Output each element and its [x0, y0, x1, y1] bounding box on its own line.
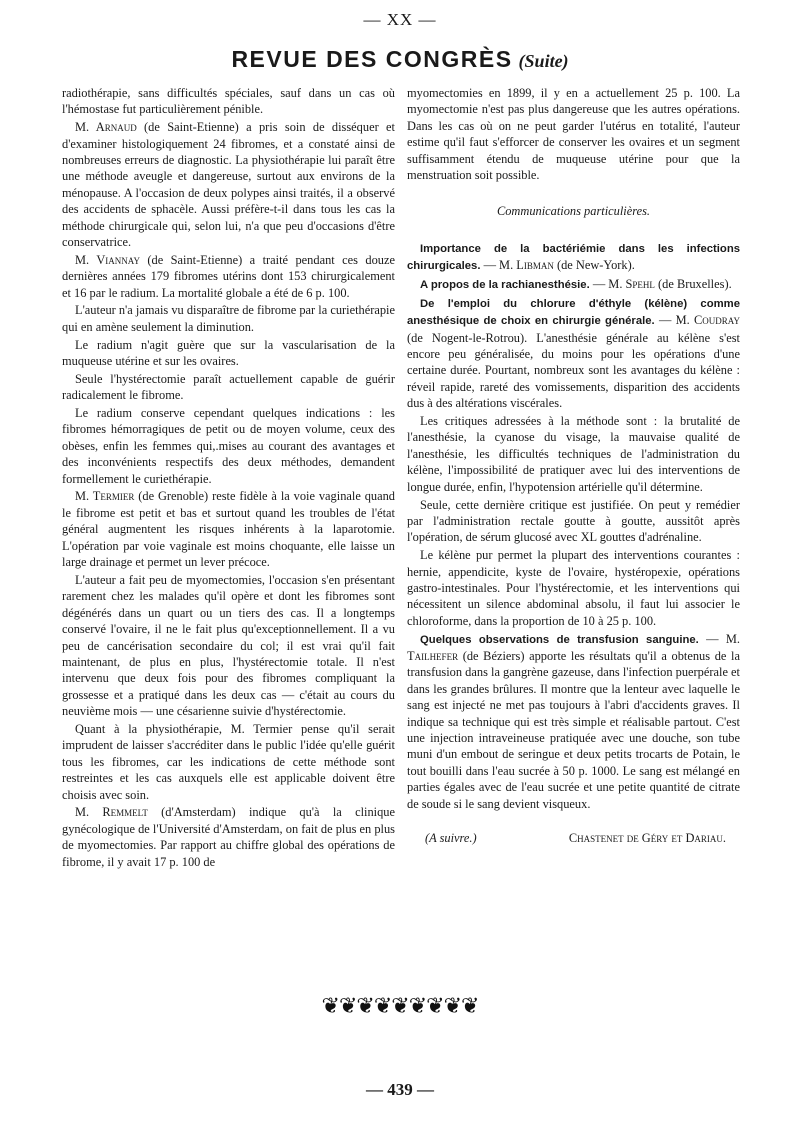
- page-roman-numeral: — XX —: [363, 10, 437, 29]
- author-name: Spehl: [625, 277, 655, 292]
- title-suite: (Suite): [518, 51, 569, 71]
- paragraph: Quant à la physiothérapie, M. Termier pense qu'il serait imprudent de laisser s'accréditer dans le public l'idée qu'elle guérit tous les fibromes, car les indications de cette méthode sont restreintes et les cas auxquels elle est applicable doivent être choisis avec soin.: [62, 721, 395, 802]
- communication-title: Importance de la bactériémie dans les infections chirurgicales.: [407, 242, 740, 273]
- paragraph-text: (de Saint-Etienne) a traité pendant ces douze dernières années 179 fibromes utérins dont 153 chirurgicalement et 16 par le radium. La mortalité globale a été de 6 p. 100.: [62, 252, 395, 300]
- paragraph: Le radium conserve cependant quelques indications : les fibromes hémorragiques de petit ou de moyen volume, ceux des obèses, enfin les femmes qui,.mises au courant des avantages et des inconvénients respectifs des deux méthodes, demandent formellement le curiethérapie.: [62, 406, 395, 486]
- paragraph: myomectomies en 1899, il y en a actuellement 25 p. 100. La myomectomie n'est pas plus dangereuse que les autres opérations. Dans les cas où on ne peut garder l'utérus en totalité, l'auteur estime qu'il faut s'efforcer de conserver les ovaires et un segment suffisamment étendu de muqueuse utérine pour que la menstruation soit possible.: [407, 86, 740, 183]
- page-title: [0, 46, 800, 73]
- paragraph: Seule, cette dernière critique est justifiée. On peut y remédier par l'administration rectale goutte à goutte, aussitôt après l'opération, de sérum glucosé avec XL gouttes d'adrénaline.: [407, 497, 740, 545]
- communication-entry: [407, 276, 740, 293]
- paragraph-text: (de Grenoble) reste fidèle à la voie vaginale quand le fibrome est petit et bas et surtout quand les troubles de l'état général augmentent les risques inhérents à la laparotomie. L'opération par voie vaginale est moins choquante, elle laisse un large drainage et permet un lever précoce.: [62, 489, 395, 570]
- separator: — M.: [480, 258, 517, 273]
- paragraph-text: (de Saint-Etienne) a pris soin de disséquer et d'examiner histologiquement 24 fibromes, et a constaté ainsi de nombreuses erreurs de diagnostic. La physiothérapie lui paraît être une méthode aveugle et dangereuse, surtout aux environs de la ménopause. A l'occasion de deux polypes ainsi traités, il a observé des accidents de sphacèle. Aussi préfère-t-il dans tous les cas la méthode chirurgicale qui, selon lui, n'a que peu d'occasions d'être conservatrice.: [62, 120, 395, 250]
- author-name: Coudray: [694, 313, 740, 328]
- communication-entry: [407, 240, 740, 275]
- paragraph: [62, 252, 395, 301]
- title-text: REVUE DES CONGRÈS: [231, 46, 513, 72]
- paragraph: radiothérapie, sans difficultés spéciales, sauf dans un cas où l'hémostase fut particulièrement pénible.: [62, 86, 395, 117]
- author-name: Libman: [516, 258, 554, 273]
- author-name: M. Viannay: [75, 252, 140, 267]
- author-name: Tailhefer: [407, 648, 459, 663]
- paragraph: [62, 488, 395, 570]
- paragraph: Le kélène pur permet la plupart des interventions courantes : hernie, appendicite, kyste de l'ovaire, hystéropexie, opérations gastro-intestinales. Pour l'hystérectomie, et les interventions qui nécessitent un silence abdominal absolu, il faut lui associer le chloroforme, dans la proportion de 10 à 25 p. 100.: [407, 548, 740, 628]
- page-number: — 439 —: [366, 1080, 434, 1099]
- right-column: [407, 85, 740, 846]
- article-authors: Chastenet de Géry et Dariau.: [568, 831, 726, 845]
- section-heading: Communications particulières.: [496, 204, 651, 219]
- author-name: M. Remmelt: [75, 805, 148, 820]
- decorative-ornament-icon: ❦❦❦❦❦❦❦❦❦: [321, 993, 479, 1018]
- communication-entry: [407, 295, 740, 412]
- communication-title: A propos de la rachianesthésie.: [420, 279, 590, 292]
- paragraph: L'auteur n'a jamais vu disparaître de fibrome par la curiethérapie qui en amène seulement la diminution.: [62, 303, 395, 334]
- left-column: [62, 85, 395, 871]
- paragraph: Le radium n'agit guère que sur la vascularisation de la muqueuse utérine et sur les ovaires.: [62, 337, 395, 369]
- paragraph-text: (de Nogent-le-Rotrou). L'anesthésie générale au kélène s'est encore peu généralisée, du moins pour les opérations d'une certaine durée. Pourtant, nombreux sont les avantages du kélène : réveil rapide, rareté des vomissements, disparition des accidents dus à des altérations viscérales.: [407, 330, 740, 411]
- separator: — M.: [698, 631, 741, 646]
- communication-entry: [407, 631, 740, 812]
- communication-title: De l'emploi du chlorure d'éthyle (kélène) comme anesthésique de choix en chirurgie générale.: [407, 297, 740, 328]
- author-name: M. Termier: [75, 489, 135, 504]
- to-be-continued: (A suivre.): [425, 831, 477, 845]
- paragraph: [62, 804, 395, 870]
- separator: — M.: [654, 313, 695, 328]
- communication-title: Quelques observations de transfusion sanguine.: [420, 633, 699, 646]
- author-location: (de New-York).: [553, 258, 635, 273]
- paragraph: Les critiques adressées à la méthode sont : la brutalité de l'anesthésie, la cyanose du visage, la mauvaise qualité de l'anesthésie, les difficultés techniques de l'administration du kélène, l'impossibilité de pratiquer avec lui des interventions de longue durée, enfin, l'hypotension artérielle qu'il détermine.: [407, 414, 740, 494]
- paragraph: Seule l'hystérectomie paraît actuellement capable de guérir radicalement le fibrome.: [62, 371, 395, 403]
- paragraph: [62, 119, 395, 250]
- separator: — M.: [589, 277, 626, 292]
- paragraph: L'auteur a fait peu de myomectomies, l'occasion s'en présentant rarement chez les malades qu'il opère et dont les fibromes sont dégénérés dans un quart ou un tiers des cas. Il a longtemps conservé l'ovaire, il ne le fait plus qu'exceptionnellement. Il a vu peu de cancérisation secondaire du col; il est vrai qu'il fait maintenant, de plus en plus, l'hystérectomie totale. Il n'est intervenu que deux fois pour des fibromes compliquant la grossesse et a pratiqué dans les deux cas — c'était au cours du neuvième mois — une césarienne suivie d'hystérectomie.: [62, 572, 395, 719]
- author-location: (de Bruxelles).: [654, 277, 732, 292]
- paragraph-text: (de Béziers) apporte les résultats qu'il a obtenus de la transfusion dans la gangrène gazeuse, dans l'infection puerpérale et dans les grandes brûlures. Il montre que la lenteur avec laquelle le sang est injecté ne met pas toujours à l'abri d'accidents graves. Il indique sa technique qui est très simple et réalisable partout. C'est une injection intraveineuse pratiquée avec une douche, son tube muni d'un embout de seringue et deux petits trocarts de Potain, le tout bouilli dans l'eau sucrée à 50 p. 1000. Le sang est mélangé en parties égales avec de l'eau sucrée et une petite quantité de citrate de soude si le sang devient visqueux.: [407, 648, 740, 811]
- paragraph-text: (d'Amsterdam) indique qu'à la clinique gynécologique de l'Université d'Amsterdam, on fait de plus en plus de myomectomies. Par rapport au chiffre global des opérations de fibrome, il y avait 17 p. 100 de: [62, 805, 395, 869]
- signature-row: [407, 830, 740, 846]
- author-name: M. Arnaud: [75, 120, 137, 135]
